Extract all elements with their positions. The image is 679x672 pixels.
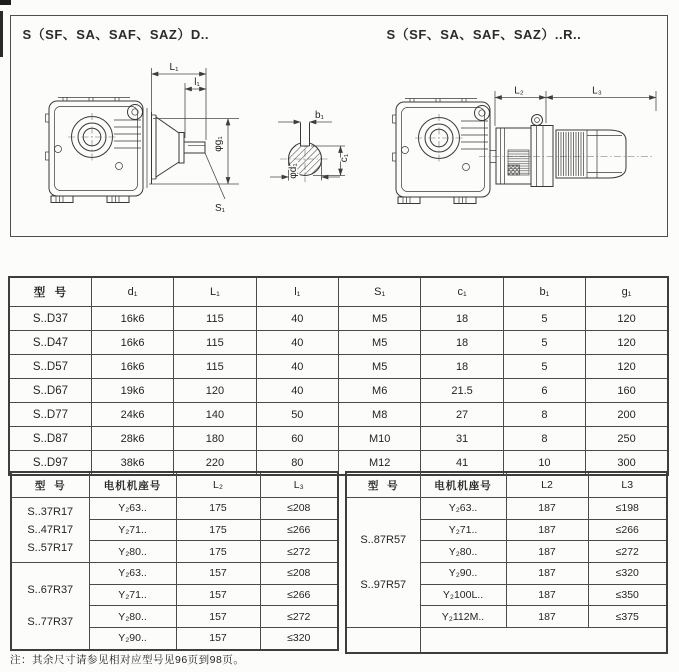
value-cell: 187: [506, 606, 588, 628]
value-cell: 157: [176, 584, 260, 606]
technical-drawings: [11, 16, 666, 235]
frame-cell: Y₂71..: [89, 519, 176, 541]
value-cell: 120: [586, 331, 668, 355]
col-header-d1: d₁: [91, 277, 173, 307]
model-label: S..57R17: [27, 542, 74, 555]
col-header-frame: 电机机座号: [89, 472, 176, 498]
empty-cell: [346, 628, 420, 654]
table-row: [9, 379, 668, 403]
value-cell: 187: [506, 498, 588, 520]
value-cell: 120: [586, 355, 668, 379]
dim-label-L1: L₁: [169, 62, 178, 73]
dim-label-L2: L₂: [513, 85, 524, 97]
dim-label-d1: φd₁: [287, 163, 299, 179]
value-cell: M10: [339, 427, 421, 451]
adapter-and-motor-drawing: [479, 115, 653, 187]
value-cell: 120: [174, 379, 256, 403]
value-cell: M5: [339, 331, 421, 355]
value-cell: ≤350: [588, 584, 667, 606]
table-row: [346, 498, 667, 520]
col-header-model: 型 号: [346, 472, 420, 498]
value-cell: 16k6: [91, 331, 173, 355]
model-cell: S..D97: [9, 451, 91, 476]
value-cell: 5: [503, 307, 585, 331]
value-cell: 187: [506, 563, 588, 585]
value-cell: 18: [421, 355, 503, 379]
header-row: [11, 472, 338, 498]
value-cell: 180: [174, 427, 256, 451]
model-cell: S..D57: [9, 355, 91, 379]
value-cell: 41: [421, 451, 503, 476]
table-row: [11, 498, 338, 520]
frame-cell: Y₂80..: [420, 541, 506, 563]
value-cell: ≤272: [260, 541, 338, 563]
scan-artifact: [0, 11, 3, 57]
shaft-section-drawing: [270, 110, 350, 182]
model-label: S..97R57: [360, 578, 407, 591]
model-label: S..77R37: [27, 615, 74, 628]
model-group-cell: [346, 498, 420, 628]
value-cell: ≤375: [588, 606, 667, 628]
value-cell: 60: [256, 427, 338, 451]
value-cell: 5: [503, 331, 585, 355]
value-cell: 27: [421, 403, 503, 427]
footnote: 注：其余尺寸请参见相对应型号见96页到98页。: [10, 654, 245, 666]
model-cell: S..D37: [9, 307, 91, 331]
frame-cell: Y₂63..: [89, 498, 176, 520]
frame-cell: Y₂90..: [420, 563, 506, 585]
motor-table-right: [345, 471, 668, 654]
header-row: [9, 277, 668, 307]
dim-label-g1: φg₁: [212, 136, 224, 152]
model-label: S..47R17: [27, 524, 74, 537]
value-cell: 157: [176, 563, 260, 585]
value-cell: 16k6: [91, 355, 173, 379]
value-cell: 18: [421, 307, 503, 331]
col-header-c1: c₁: [421, 277, 503, 307]
value-cell: 175: [176, 541, 260, 563]
value-cell: 38k6: [91, 451, 173, 476]
model-cell: S..D67: [9, 379, 91, 403]
table-row: [9, 331, 668, 355]
model-label: S..37R17: [27, 506, 74, 519]
table-row: [346, 628, 667, 654]
value-cell: 200: [586, 403, 668, 427]
dim-label-L3: L₃: [591, 85, 602, 97]
value-cell: 187: [506, 584, 588, 606]
value-cell: 6: [503, 379, 585, 403]
col-header-L2: L₂: [176, 472, 260, 498]
col-header-g1: g₁: [586, 277, 668, 307]
value-cell: 31: [421, 427, 503, 451]
value-cell: 140: [174, 403, 256, 427]
frame-cell: Y₂63..: [89, 563, 176, 585]
motor-table-left: [10, 471, 339, 651]
value-cell: 300: [586, 451, 668, 476]
value-cell: M5: [339, 307, 421, 331]
gearbox-body-drawing: [45, 98, 143, 203]
value-cell: 115: [174, 307, 256, 331]
value-cell: 115: [174, 331, 256, 355]
value-cell: 24k6: [91, 403, 173, 427]
value-cell: 16k6: [91, 307, 173, 331]
model-cell: S..D77: [9, 403, 91, 427]
value-cell: 187: [506, 541, 588, 563]
value-cell: M8: [339, 403, 421, 427]
dimension-table: [8, 276, 669, 476]
value-cell: ≤198: [588, 498, 667, 520]
table-row: [9, 427, 668, 451]
dim-label-S1: S₁: [214, 203, 225, 214]
series-title-left: S（SF、SA、SAF、SAZ）D..: [22, 27, 209, 42]
model-label: S..87R57: [360, 534, 407, 547]
model-group-cell: [11, 498, 89, 563]
value-cell: 8: [503, 403, 585, 427]
frame-cell: Y₂71..: [89, 584, 176, 606]
value-cell: 250: [586, 427, 668, 451]
value-cell: 18: [421, 331, 503, 355]
value-cell: 160: [586, 379, 668, 403]
value-cell: 5: [503, 355, 585, 379]
value-cell: ≤272: [588, 541, 667, 563]
value-cell: 115: [174, 355, 256, 379]
scan-artifact: [0, 0, 11, 5]
frame-cell: Y₂80..: [89, 541, 176, 563]
dim-label-c1: c₁: [338, 153, 350, 163]
value-cell: M12: [339, 451, 421, 476]
value-cell: ≤320: [260, 628, 338, 650]
frame-cell: Y₂112M..: [420, 606, 506, 628]
value-cell: 40: [256, 307, 338, 331]
value-cell: 19k6: [91, 379, 173, 403]
value-cell: 157: [176, 628, 260, 650]
col-header-L2: L2: [506, 472, 588, 498]
table-row: [9, 403, 668, 427]
col-header-frame: 电机机座号: [420, 472, 506, 498]
value-cell: ≤272: [260, 606, 338, 628]
drawings-panel: [10, 15, 668, 237]
col-header-L3: L3: [588, 472, 667, 498]
model-cell: S..D87: [9, 427, 91, 451]
col-header-L3: L₃: [260, 472, 338, 498]
dim-label-b1: b₁: [314, 110, 324, 121]
value-cell: 120: [586, 307, 668, 331]
col-header-model: 型 号: [9, 277, 91, 307]
col-header-b1: b₁: [503, 277, 585, 307]
model-cell: S..D47: [9, 331, 91, 355]
value-cell: 187: [506, 519, 588, 541]
series-title-right: S（SF、SA、SAF、SAZ）..R..: [386, 27, 582, 42]
value-cell: 175: [176, 519, 260, 541]
value-cell: 80: [256, 451, 338, 476]
value-cell: M6: [339, 379, 421, 403]
value-cell: 28k6: [91, 427, 173, 451]
table-row: [11, 563, 338, 585]
value-cell: ≤266: [260, 519, 338, 541]
value-cell: 220: [174, 451, 256, 476]
value-cell: ≤208: [260, 563, 338, 585]
table-row: [9, 307, 668, 331]
model-group-cell: [11, 563, 89, 650]
dim-label-l1: l₁: [193, 77, 200, 88]
table-row: [9, 355, 668, 379]
col-header-L1: L₁: [174, 277, 256, 307]
value-cell: 50: [256, 403, 338, 427]
value-cell: M5: [339, 355, 421, 379]
frame-cell: Y₂80..: [89, 606, 176, 628]
value-cell: ≤266: [260, 584, 338, 606]
output-shaft-cone-drawing: [147, 108, 205, 188]
value-cell: 40: [256, 355, 338, 379]
col-header-S1: S₁: [339, 277, 421, 307]
col-header-model: 型 号: [11, 472, 89, 498]
value-cell: ≤208: [260, 498, 338, 520]
frame-cell: Y₂71..: [420, 519, 506, 541]
value-cell: 157: [176, 606, 260, 628]
value-cell: 21.5: [421, 379, 503, 403]
value-cell: 175: [176, 498, 260, 520]
header-row: [346, 472, 667, 498]
col-header-l1: l₁: [256, 277, 338, 307]
value-cell: ≤320: [588, 563, 667, 585]
model-label: S..67R37: [27, 584, 74, 597]
frame-cell: Y₂63..: [420, 498, 506, 520]
empty-cell: [420, 628, 667, 654]
value-cell: 10: [503, 451, 585, 476]
value-cell: 40: [256, 331, 338, 355]
value-cell: 40: [256, 379, 338, 403]
frame-cell: Y₂100L..: [420, 584, 506, 606]
frame-cell: Y₂90..: [89, 628, 176, 650]
value-cell: ≤266: [588, 519, 667, 541]
value-cell: 8: [503, 427, 585, 451]
